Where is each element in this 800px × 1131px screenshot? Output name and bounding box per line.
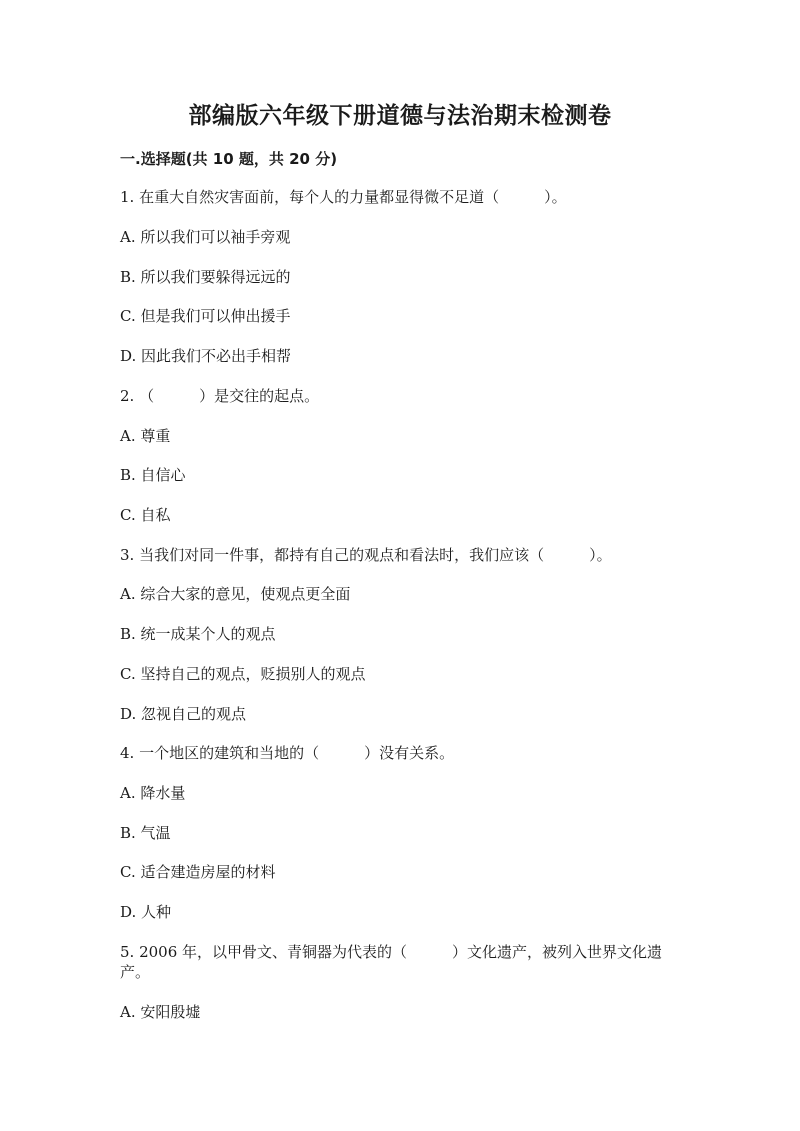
- question-4-option-b: B. 气温: [120, 824, 171, 842]
- question-5-stem: 5. 2006 年，以甲骨文、青铜器为代表的（ ）文化遗产，被列入世界文化遗产。: [120, 943, 663, 981]
- question-3-option-b: B. 统一成某个人的观点: [120, 625, 276, 643]
- question-3-option-d: D. 忽视自己的观点: [120, 705, 247, 723]
- question-3-option-c: C. 坚持自己的观点，贬损别人的观点: [120, 665, 366, 683]
- question-3-option-a: A. 综合大家的意见，使观点更全面: [120, 585, 351, 603]
- page-title: 部编版六年级下册道德与法治期末检测卷: [188, 102, 612, 129]
- question-3-stem: 3. 当我们对同一件事，都持有自己的观点和看法时，我们应该（ ）。: [120, 546, 612, 564]
- question-1-stem: 1. 在重大自然灾害面前，每个人的力量都显得微不足道（ ）。: [120, 188, 567, 206]
- question-1-option-c: C. 但是我们可以伸出援手: [120, 307, 291, 325]
- section-heading: 一.选择题(共 10 题，共 20 分): [120, 150, 338, 168]
- question-4-stem: 4. 一个地区的建筑和当地的（ ）没有关系。: [120, 744, 455, 762]
- question-4-option-c: C. 适合建造房屋的材料: [120, 863, 276, 881]
- question-1-option-d: D. 因此我们不必出手相帮: [120, 347, 292, 365]
- question-1-option-b: B. 所以我们要躲得远远的: [120, 268, 291, 286]
- question-4-option-d: D. 人种: [120, 903, 172, 921]
- question-2-option-b: B. 自信心: [120, 466, 186, 484]
- question-2-stem: 2. （ ）是交往的起点。: [120, 387, 320, 405]
- question-5-option-a: A. 安阳殷墟: [120, 1003, 201, 1021]
- question-2-option-c: C. 自私: [120, 506, 171, 524]
- question-2-option-a: A. 尊重: [120, 427, 171, 445]
- question-4-option-a: A. 降水量: [120, 784, 186, 802]
- question-1-option-a: A. 所以我们可以袖手旁观: [120, 228, 291, 246]
